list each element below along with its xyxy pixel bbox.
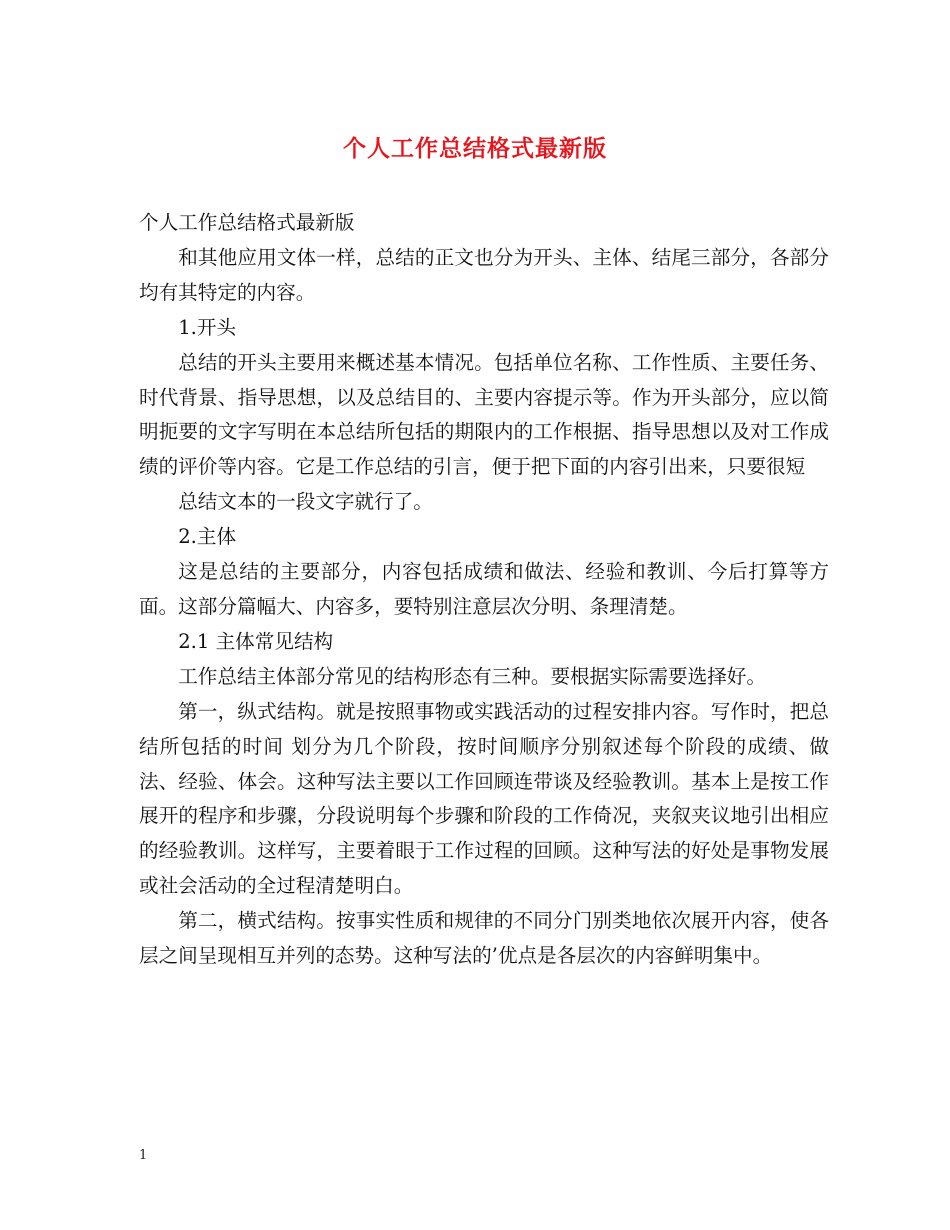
- paragraph-horizontal-structure: 第二，横式结构。按事实性质和规律的不同分门别类地依次展开内容，使各层之间呈现相互并列的态势。这种写法的’优点是各层次的内容鲜明集中。: [139, 909, 829, 968]
- heading-opening: 1.开头: [178, 315, 237, 339]
- page-title: 个人工作总结格式最新版: [343, 135, 607, 162]
- paragraph-intro: 和其他应用文体一样，总结的正文也分为开头、主体、结尾三部分，各部分均有其特定的内容。: [139, 245, 829, 304]
- paragraph-opening: 总结的开头主要用来概述基本情况。包括单位名称、工作性质、主要任务、时代背景、指导思想，以及总结目的、主要内容提示等。作为开头部分，应以简明扼要的文字写明在本总结所包括的期限内的工作根据、指导思想以及对工作成绩的评价等内容。它是工作总结的引言，便于把下面的内容引出来，只要很短: [139, 350, 829, 479]
- heading-main-body: 2.主体: [178, 525, 237, 549]
- page-number: 1: [139, 1148, 148, 1163]
- document-body: [139, 206, 829, 974]
- paragraph-vertical-structure: 第一，纵式结构。就是按照事物或实践活动的过程安排内容。写作时，把总结所包括的时间 划分为几个阶段，按时间顺序分别叙述每个阶段的成绩、做法、经验、体会。这种写法主要以工作回顾连带谈及经验教训。基本上是按工作展开的程序和步骤，分段说明每个步骤和阶段的工作倚况，夹叙夹议地引出相应的经验教训。这样写，主要着眼于工作过程的回顾。这种写法的好处是事物发展或社会活动的全过程清楚明白。: [139, 699, 829, 898]
- paragraph-opening-end: 总结文本的一段文字就行了。: [178, 490, 433, 514]
- paragraph-main-body: 这是总结的主要部分，内容包括成绩和做法、经验和教训、今后打算等方面。这部分篇幅大、内容多，要特别注意层次分明、条理清楚。: [139, 560, 829, 618]
- paragraph-subtitle: 个人工作总结格式最新版: [139, 211, 355, 234]
- paragraph-structure-intro: 工作总结主体部分常见的结构形态有三种。要根据实际需要选择好。: [178, 664, 766, 688]
- heading-structure: 2.1 主体常见结构: [178, 629, 334, 653]
